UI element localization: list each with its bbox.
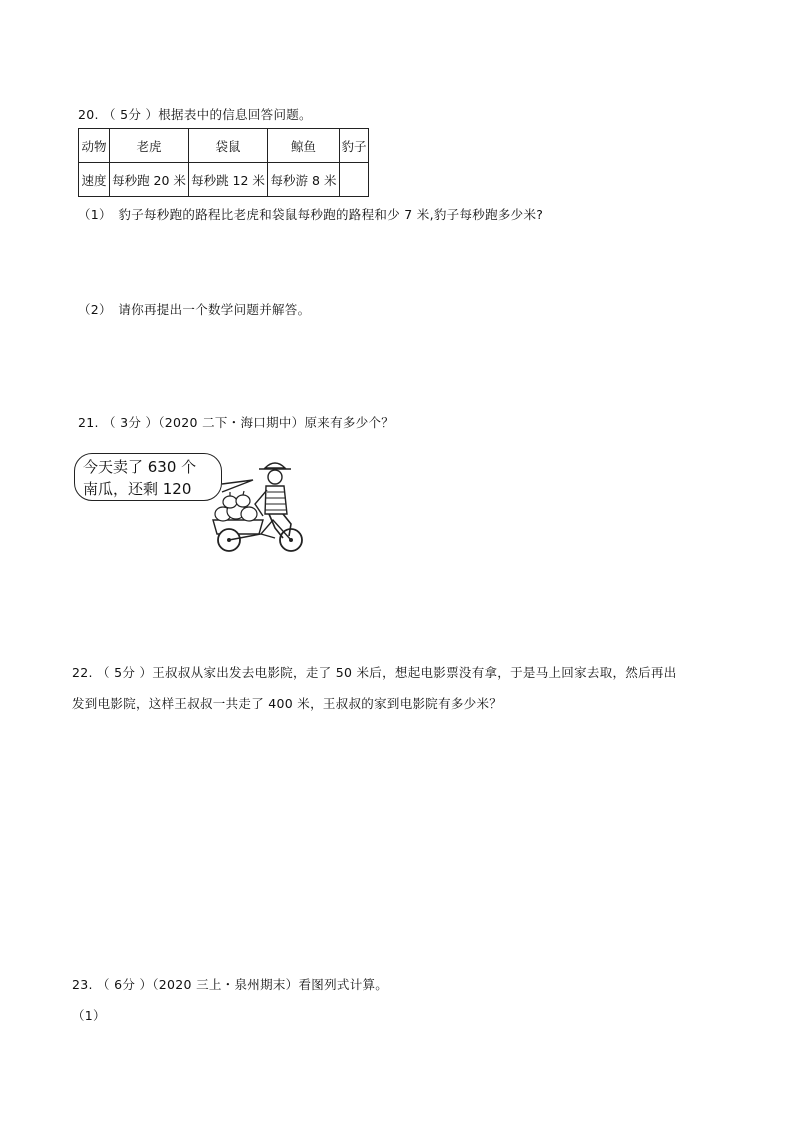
table-cell: 老虎 — [110, 129, 189, 163]
bubble-line: 今天卖了 630 个 — [83, 458, 197, 476]
q21-header: 21. （ 3分 ）（2020 二下・海口期中）原来有多少个？ — [78, 415, 395, 430]
bubble-line: 南瓜，还剩 120 — [83, 480, 192, 498]
table-cell — [340, 163, 369, 197]
q20-sub1: （1） 豹子每秒跑的路程比老虎和袋鼠每秒跑的路程和少 7 米,豹子每秒跑多少米? — [78, 207, 544, 222]
table-cell: 每秒游 8 米 — [268, 163, 340, 197]
table-row — [79, 129, 369, 163]
table-cell: 豹子 — [340, 129, 369, 163]
table-cell: 速度 — [79, 163, 110, 197]
table-cell: 每秒跑 20 米 — [110, 163, 189, 197]
q23-header: 23. （ 6分 ）（2020 三上・泉州期末）看图列式计算。 — [72, 977, 389, 992]
q20-sub2: （2） 请你再提出一个数学问题并解答。 — [78, 302, 311, 317]
table-cell: 动物 — [79, 129, 110, 163]
speech-bubble — [74, 453, 222, 501]
q22-line1: 22. （ 5分 ）王叔叔从家出发去电影院，走了 50 米后，想起电影票没有拿，于是马上回家去取，然后再出 — [72, 665, 677, 680]
table-cell: 每秒跳 12 米 — [189, 163, 268, 197]
q20-header: 20. （ 5分 ）根据表中的信息回答问题。 — [78, 107, 312, 122]
animal-speed-table — [78, 128, 369, 197]
q23-sub1: （1） — [72, 1008, 106, 1023]
pumpkin-vendor-illustration — [205, 458, 315, 554]
table-cell: 鲸鱼 — [268, 129, 340, 163]
table-cell: 袋鼠 — [189, 129, 268, 163]
table-row — [79, 163, 369, 197]
q22-line2: 发到电影院，这样王叔叔一共走了 400 米，王叔叔的家到电影院有多少米？ — [72, 696, 503, 711]
